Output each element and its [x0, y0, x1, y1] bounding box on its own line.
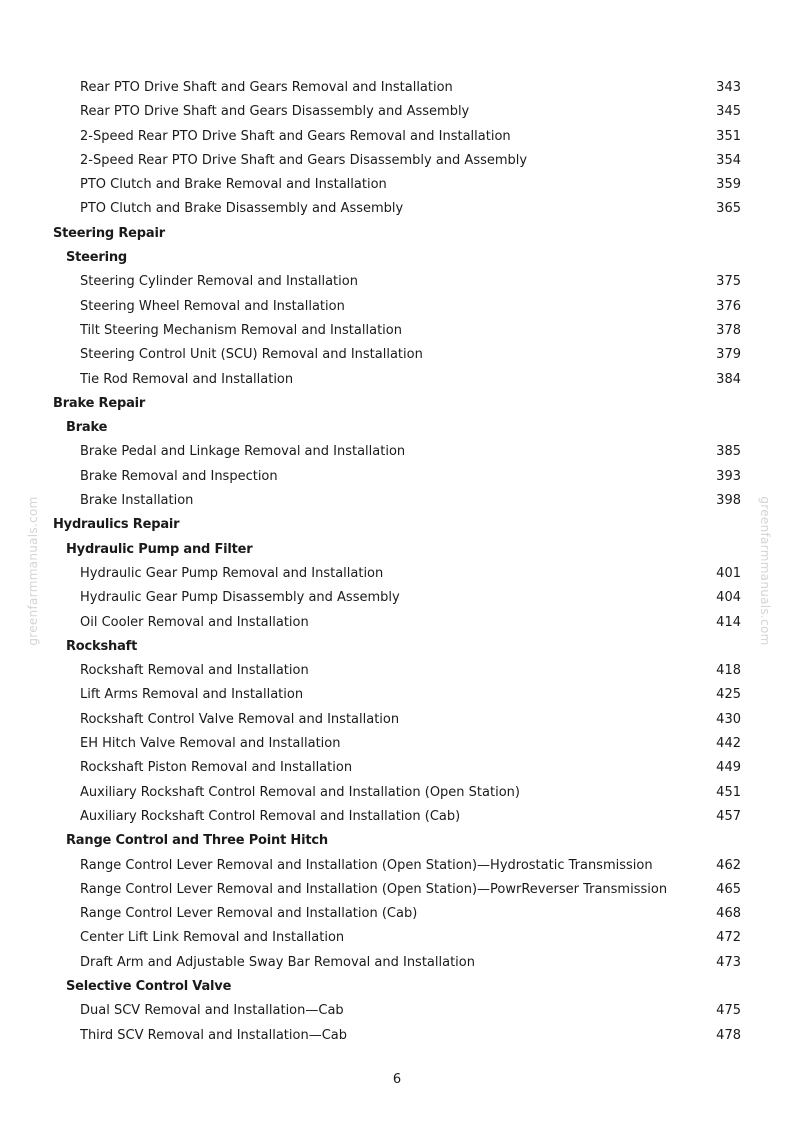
toc-subsection-heading [53, 635, 743, 659]
toc-entry-title: Brake Repair [53, 395, 146, 411]
toc-entry-page-number: 404 [716, 590, 741, 606]
toc-entry-page-number: 401 [716, 565, 741, 581]
toc-entry-page-number: 375 [716, 274, 741, 290]
toc-entry-title: EH Hitch Valve Removal and Installation [80, 736, 341, 752]
toc-entry-title: Oil Cooler Removal and Installation [80, 614, 309, 630]
toc-entry-title: Rockshaft [66, 638, 138, 654]
toc-entry-title: Auxiliary Rockshaft Control Removal and Installation (Open Station) [80, 784, 520, 800]
toc-entry[interactable] [53, 197, 743, 221]
toc-entry[interactable] [53, 125, 743, 149]
toc-entry-title: Auxiliary Rockshaft Control Removal and Installation (Cab) [80, 808, 461, 824]
toc-entry[interactable] [53, 319, 743, 343]
toc-section-heading [53, 392, 743, 416]
toc-entry-page-number: 345 [716, 104, 741, 120]
toc-entry-title: Range Control and Three Point Hitch [66, 833, 328, 849]
toc-entry-page-number: 354 [716, 152, 741, 168]
toc-entry[interactable] [53, 270, 743, 294]
toc-entry-title: Dual SCV Removal and Installation—Cab [80, 1003, 344, 1019]
toc-entry-page-number: 385 [716, 444, 741, 460]
toc-entry-title: Draft Arm and Adjustable Sway Bar Removal and Installation [80, 954, 475, 970]
toc-entry[interactable] [53, 878, 743, 902]
toc-entry[interactable] [53, 708, 743, 732]
toc-entry-title: PTO Clutch and Brake Disassembly and Assembly [80, 201, 404, 217]
toc-entry-page-number: 378 [716, 322, 741, 338]
toc-entry-page-number: 449 [716, 760, 741, 776]
toc-entry-page-number: 384 [716, 371, 741, 387]
toc-entry-page-number: 365 [716, 201, 741, 217]
toc-entry-page-number: 359 [716, 177, 741, 193]
toc-entry-title: Range Control Lever Removal and Installation (Cab) [80, 906, 418, 922]
toc-subsection-heading [53, 975, 743, 999]
toc-entry-title: 2-Speed Rear PTO Drive Shaft and Gears Removal and Installation [80, 128, 511, 144]
toc-entry-title: Range Control Lever Removal and Installation (Open Station)—PowrReverser Transmission [80, 881, 668, 897]
toc-entry-title: 2-Speed Rear PTO Drive Shaft and Gears Disassembly and Assembly [80, 152, 528, 168]
toc-entry-page-number: 351 [716, 128, 741, 144]
toc-entry-title: Hydraulic Gear Pump Disassembly and Assembly [80, 590, 400, 606]
toc-entry-page-number: 414 [716, 614, 741, 630]
toc-section-heading [53, 222, 743, 246]
toc-entry-title: Range Control Lever Removal and Installation (Open Station)—Hydrostatic Transmission [80, 857, 653, 873]
toc-entry-page-number: 430 [716, 711, 741, 727]
watermark-right: greenfarmmanuals.com [758, 496, 772, 646]
toc-entry-page-number: 379 [716, 347, 741, 363]
toc-entry-page-number: 442 [716, 736, 741, 752]
toc-entry-title: Steering Cylinder Removal and Installation [80, 274, 358, 290]
watermark-left: greenfarmmanuals.com [26, 496, 40, 646]
toc-entry-page-number: 468 [716, 906, 741, 922]
toc-entry[interactable] [53, 659, 743, 683]
toc-entry-page-number: 465 [716, 881, 741, 897]
toc-entry[interactable] [53, 926, 743, 950]
toc-entry-title: Brake Installation [80, 493, 194, 509]
toc-entry[interactable] [53, 732, 743, 756]
toc-entry-title: Brake Pedal and Linkage Removal and Installation [80, 444, 406, 460]
toc-entry-page-number: 398 [716, 493, 741, 509]
toc-entry-page-number: 451 [716, 784, 741, 800]
toc-entry[interactable] [53, 343, 743, 367]
toc-entry-title: Hydraulic Pump and Filter [66, 541, 253, 557]
toc-entry[interactable] [53, 562, 743, 586]
toc-entry[interactable] [53, 489, 743, 513]
toc-entry[interactable] [53, 295, 743, 319]
toc-entry-page-number: 457 [716, 808, 741, 824]
toc-entry-title: PTO Clutch and Brake Removal and Installation [80, 177, 387, 193]
toc-entry-title: Rear PTO Drive Shaft and Gears Removal and Installation [80, 80, 453, 95]
toc-entry[interactable] [53, 683, 743, 707]
toc-entry-title: Steering [66, 250, 128, 266]
toc-entry[interactable] [53, 465, 743, 489]
toc-entry-title: Rockshaft Piston Removal and Installation [80, 760, 353, 776]
toc-entry[interactable] [53, 611, 743, 635]
toc-entry-title: Tilt Steering Mechanism Removal and Installation [80, 322, 402, 338]
toc-entry-page-number: 425 [716, 687, 741, 703]
toc-entry[interactable] [53, 100, 743, 124]
toc-entry[interactable] [53, 149, 743, 173]
toc-entry-title: Lift Arms Removal and Installation [80, 687, 304, 703]
toc-entry-title: Tie Rod Removal and Installation [80, 371, 294, 387]
toc-entry-page-number: 475 [716, 1003, 741, 1019]
toc-entry[interactable] [53, 76, 743, 100]
toc-entry-title: Rockshaft Removal and Installation [80, 663, 309, 679]
toc-entry-title: Center Lift Link Removal and Installation [80, 930, 345, 946]
toc-entry-page-number: 473 [716, 954, 741, 970]
toc-entry-page-number: 478 [716, 1027, 741, 1043]
toc-subsection-heading [53, 246, 743, 270]
toc-entry[interactable] [53, 173, 743, 197]
toc-entry-title: Steering Control Unit (SCU) Removal and Installation [80, 347, 423, 363]
toc-entry[interactable] [53, 951, 743, 975]
toc-entry-page-number: 472 [716, 930, 741, 946]
toc-subsection-heading [53, 829, 743, 853]
toc-entry-title: Brake [66, 420, 108, 436]
toc-entry[interactable] [53, 902, 743, 926]
toc-entry[interactable] [53, 440, 743, 464]
toc-entry-page-number: 393 [716, 468, 741, 484]
toc-entry[interactable] [53, 586, 743, 610]
table-of-contents [53, 76, 743, 1048]
toc-entry[interactable] [53, 756, 743, 780]
toc-entry-title: Rear PTO Drive Shaft and Gears Disassembly and Assembly [80, 104, 470, 120]
toc-entry[interactable] [53, 781, 743, 805]
toc-entry-title: Selective Control Valve [66, 978, 232, 994]
toc-entry-page-number: 418 [716, 663, 741, 679]
toc-entry-title: Brake Removal and Inspection [80, 468, 278, 484]
toc-entry-page-number: 462 [716, 857, 741, 873]
toc-subsection-heading [53, 416, 743, 440]
toc-entry[interactable] [53, 368, 743, 392]
toc-entry-title: Hydraulics Repair [53, 517, 180, 533]
toc-entry-title: Hydraulic Gear Pump Removal and Installation [80, 565, 384, 581]
toc-section-heading [53, 513, 743, 537]
toc-entry-title: Third SCV Removal and Installation—Cab [80, 1027, 348, 1043]
toc-entry-title: Steering Repair [53, 225, 165, 241]
toc-entry-page-number: 376 [716, 298, 741, 314]
toc-entry[interactable] [53, 854, 743, 878]
page-number: 6 [392, 1072, 402, 1087]
toc-subsection-heading [53, 538, 743, 562]
toc-entry[interactable] [53, 805, 743, 829]
toc-entry[interactable] [53, 1024, 743, 1048]
toc-entry[interactable] [53, 999, 743, 1023]
toc-entry-page-number: 343 [716, 80, 741, 95]
toc-entry-title: Rockshaft Control Valve Removal and Installation [80, 711, 400, 727]
toc-entry-title: Steering Wheel Removal and Installation [80, 298, 345, 314]
